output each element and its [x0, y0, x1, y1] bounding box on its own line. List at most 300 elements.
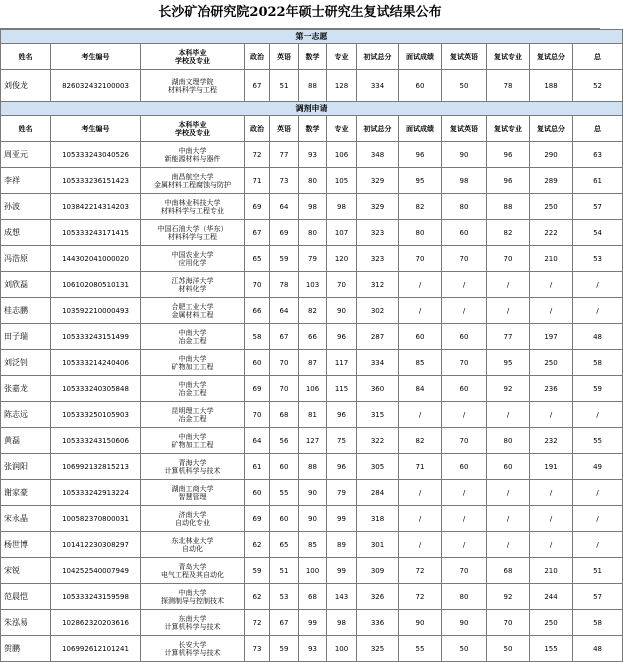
cell-school-major: 材料化学	[178, 284, 207, 293]
cell-fushi-zhuanye: 95	[487, 350, 530, 376]
table-row	[1, 272, 623, 298]
cell-zhengzhi: 69	[245, 506, 270, 532]
cell-chushi-zongfen: 309	[357, 558, 399, 584]
cell-zhengzhi: 71	[245, 168, 270, 194]
cell-yingyu: 51	[270, 558, 299, 584]
cell-school-name: 湖南文理学院	[171, 77, 214, 86]
cell-school	[141, 558, 245, 584]
cell-name: 刘泛钊	[1, 350, 51, 376]
cell-zhuanye: 98	[327, 610, 357, 636]
cell-mianshi: /	[399, 480, 442, 506]
cell-kaosheng-bianhao: 103592210000493	[51, 298, 141, 324]
cell-fushi-yingyu: 50	[442, 70, 487, 102]
cell-chushi-zongfen: 302	[357, 298, 399, 324]
cell-school-major: 计算机科学与技术	[164, 622, 221, 631]
cell-school-name: 中南大学	[178, 432, 207, 441]
header-school-line1: 本科毕业	[178, 120, 207, 129]
cell-chushi-zongfen: 326	[357, 584, 399, 610]
cell-zhengzhi: 59	[245, 558, 270, 584]
cell-fushi-yingyu: 80	[442, 584, 487, 610]
cell-zhuanye: 105	[327, 168, 357, 194]
cell-school-name: 青海大学	[178, 458, 207, 467]
cell-school-name: 中南大学	[178, 588, 207, 597]
cell-school-major: 材料科学与工程	[168, 85, 217, 94]
cell-zhuanye: 99	[327, 506, 357, 532]
cell-school-major: 冶金工程	[178, 336, 207, 345]
table-row	[1, 350, 623, 376]
cell-school	[141, 350, 245, 376]
cell-shuxue: 81	[299, 402, 327, 428]
cell-school	[141, 428, 245, 454]
cell-shuxue: 106	[299, 376, 327, 402]
cell-zhuanye: 79	[327, 480, 357, 506]
cell-yingyu: 55	[270, 480, 299, 506]
cell-mianshi: 95	[399, 168, 442, 194]
cell-school-major: 新能源材料与器件	[164, 154, 221, 163]
header-zong: 总	[573, 44, 623, 70]
cell-school	[141, 636, 245, 662]
cell-fushi-yingyu: 60	[442, 454, 487, 480]
cell-fushi-zongfen: /	[530, 480, 573, 506]
cell-school-name: 长安大学	[178, 640, 207, 649]
cell-chushi-zongfen: 315	[357, 402, 399, 428]
cell-chushi-zongfen: 336	[357, 610, 399, 636]
cell-fushi-zhuanye: 60	[487, 454, 530, 480]
cell-shuxue: 100	[299, 558, 327, 584]
cell-zong: 63	[573, 142, 623, 168]
cell-fushi-zongfen: 289	[530, 168, 573, 194]
cell-shuxue: 93	[299, 636, 327, 662]
cell-mianshi: 72	[399, 558, 442, 584]
cell-shuxue: 82	[299, 298, 327, 324]
cell-chushi-zongfen: 318	[357, 506, 399, 532]
cell-shuxue: 80	[299, 220, 327, 246]
cell-school	[141, 376, 245, 402]
cell-fushi-yingyu: 70	[442, 428, 487, 454]
cell-zhuanye: 115	[327, 376, 357, 402]
cell-fushi-yingyu: 90	[442, 142, 487, 168]
cell-chushi-zongfen: 312	[357, 272, 399, 298]
cell-fushi-yingyu: 60	[442, 376, 487, 402]
cell-yingyu: 64	[270, 298, 299, 324]
cell-name: 黄磊	[1, 428, 51, 454]
cell-chushi-zongfen: 305	[357, 454, 399, 480]
cell-fushi-zongfen: 197	[530, 324, 573, 350]
cell-yingyu: 67	[270, 324, 299, 350]
cell-fushi-zongfen: 222	[530, 220, 573, 246]
cell-school-major: 探测制导与控制技术	[161, 596, 224, 605]
cell-school-major: 冶金工程	[178, 414, 207, 423]
cell-school-name: 中南大学	[178, 354, 207, 363]
cell-yingyu: 59	[270, 246, 299, 272]
cell-zong: 54	[573, 220, 623, 246]
cell-fushi-yingyu: /	[442, 532, 487, 558]
cell-school-name: 中国农业大学	[171, 250, 214, 259]
cell-kaosheng-bianhao: 102862320203616	[51, 610, 141, 636]
cell-chushi-zongfen: 325	[357, 636, 399, 662]
cell-fushi-zhuanye: /	[487, 480, 530, 506]
cell-fushi-yingyu: 60	[442, 220, 487, 246]
cell-zhengzhi: 69	[245, 194, 270, 220]
cell-kaosheng-bianhao: 105333250105903	[51, 402, 141, 428]
cell-shuxue: 80	[299, 168, 327, 194]
cell-mianshi: 90	[399, 610, 442, 636]
cell-zhengzhi: 62	[245, 584, 270, 610]
cell-zhengzhi: 58	[245, 324, 270, 350]
cell-zhengzhi: 61	[245, 454, 270, 480]
cell-kaosheng-bianhao: 104252540007949	[51, 558, 141, 584]
cell-shuxue: 93	[299, 142, 327, 168]
cell-shuxue: 103	[299, 272, 327, 298]
cell-name: 宋锐	[1, 558, 51, 584]
cell-kaosheng-bianhao: 105333240305848	[51, 376, 141, 402]
cell-zhengzhi: 67	[245, 70, 270, 102]
cell-mianshi: 60	[399, 324, 442, 350]
cell-zhengzhi: 64	[245, 428, 270, 454]
cell-zhengzhi: 69	[245, 376, 270, 402]
cell-fushi-yingyu: /	[442, 272, 487, 298]
cell-school-major: 电气工程及其自动化	[161, 570, 224, 579]
cell-fushi-yingyu: /	[442, 506, 487, 532]
section-adjustment	[1, 102, 623, 116]
cell-zhengzhi: 66	[245, 298, 270, 324]
cell-yingyu: 78	[270, 272, 299, 298]
cell-school-name: 中南大学	[178, 328, 207, 337]
cell-kaosheng-bianhao: 826032432100003	[51, 70, 141, 102]
cell-zong: /	[573, 298, 623, 324]
cell-school-name: 南昌航空大学	[171, 172, 214, 181]
cell-zong: 59	[573, 376, 623, 402]
cell-name: 成想	[1, 220, 51, 246]
cell-zhuanye: 75	[327, 428, 357, 454]
cell-school-major: 材料科学与工程专业	[161, 206, 224, 215]
cell-kaosheng-bianhao: 105333243040526	[51, 142, 141, 168]
cell-school-major: 应用化学	[178, 258, 207, 267]
cell-zhengzhi: 72	[245, 610, 270, 636]
cell-fushi-zongfen: 210	[530, 246, 573, 272]
cell-school-name: 东北林业大学	[171, 536, 214, 545]
header-name: 姓名	[1, 116, 51, 142]
cell-shuxue: 90	[299, 480, 327, 506]
header-fushi-zhuanye: 复试专业	[487, 116, 530, 142]
cell-yingyu: 53	[270, 584, 299, 610]
cell-zong: /	[573, 532, 623, 558]
cell-chushi-zongfen: 322	[357, 428, 399, 454]
cell-school-major: 智慧管理	[178, 492, 207, 501]
cell-school-name: 昆明理工大学	[171, 406, 214, 415]
cell-mianshi: 96	[399, 142, 442, 168]
cell-school-name: 江苏海洋大学	[171, 276, 214, 285]
cell-school	[141, 272, 245, 298]
cell-kaosheng-bianhao: 105333243159598	[51, 584, 141, 610]
cell-fushi-yingyu: 90	[442, 610, 487, 636]
cell-school-major: 计算机科学与技术	[164, 648, 221, 657]
cell-fushi-yingyu: 70	[442, 350, 487, 376]
header-zhengzhi: 政治	[245, 116, 270, 142]
table-row	[1, 220, 623, 246]
cell-mianshi: 72	[399, 584, 442, 610]
cell-school-major: 自动化	[182, 544, 203, 553]
header-row	[1, 116, 623, 142]
cell-school	[141, 194, 245, 220]
cell-fushi-zhuanye: 77	[487, 324, 530, 350]
cell-name: 桂志鹏	[1, 298, 51, 324]
cell-zhuanye: 117	[327, 350, 357, 376]
page-title: 长沙矿冶研究院2022年硕士研究生复试结果公布	[0, 0, 600, 29]
cell-shuxue: 98	[299, 194, 327, 220]
table-row	[1, 610, 623, 636]
cell-zhengzhi: 72	[245, 142, 270, 168]
cell-kaosheng-bianhao: 105333214240406	[51, 350, 141, 376]
cell-school-name: 湖南工商大学	[171, 484, 214, 493]
cell-mianshi: 85	[399, 350, 442, 376]
table-row	[1, 584, 623, 610]
cell-zhuanye: 128	[327, 70, 357, 102]
cell-zong: 53	[573, 246, 623, 272]
cell-kaosheng-bianhao: 105333243150606	[51, 428, 141, 454]
cell-fushi-yingyu: 50	[442, 636, 487, 662]
cell-fushi-yingyu: 70	[442, 246, 487, 272]
cell-kaosheng-bianhao: 103842214314203	[51, 194, 141, 220]
cell-zong: 55	[573, 428, 623, 454]
cell-yingyu: 65	[270, 532, 299, 558]
section-adjustment-label: 调剂申请	[1, 102, 623, 116]
cell-school	[141, 532, 245, 558]
cell-fushi-zhuanye: /	[487, 506, 530, 532]
cell-chushi-zongfen: 334	[357, 70, 399, 102]
cell-kaosheng-bianhao: 105333236151423	[51, 168, 141, 194]
cell-school-name: 中国石油大学（华东）	[157, 224, 228, 233]
cell-zhuanye: 120	[327, 246, 357, 272]
table-row	[1, 298, 623, 324]
results-table-body	[1, 30, 623, 662]
cell-mianshi: 82	[399, 194, 442, 220]
cell-fushi-zongfen: 188	[530, 70, 573, 102]
cell-shuxue: 88	[299, 454, 327, 480]
cell-mianshi: 55	[399, 636, 442, 662]
cell-mianshi: 70	[399, 246, 442, 272]
cell-yingyu: 67	[270, 610, 299, 636]
cell-shuxue: 127	[299, 428, 327, 454]
cell-school	[141, 298, 245, 324]
header-shuxue: 数学	[299, 44, 327, 70]
cell-fushi-zongfen: 250	[530, 610, 573, 636]
cell-kaosheng-bianhao: 105333243151499	[51, 324, 141, 350]
cell-chushi-zongfen: 348	[357, 142, 399, 168]
cell-school-major: 自动化专业	[175, 518, 210, 527]
cell-shuxue: 85	[299, 532, 327, 558]
header-school-line2: 学校及专业	[175, 56, 210, 65]
cell-fushi-zongfen: /	[530, 298, 573, 324]
cell-yingyu: 51	[270, 70, 299, 102]
table-row	[1, 376, 623, 402]
cell-yingyu: 73	[270, 168, 299, 194]
cell-mianshi: /	[399, 298, 442, 324]
cell-zhuanye: 107	[327, 220, 357, 246]
cell-mianshi: 82	[399, 428, 442, 454]
cell-fushi-yingyu: /	[442, 480, 487, 506]
cell-fushi-zhuanye: /	[487, 402, 530, 428]
cell-chushi-zongfen: 287	[357, 324, 399, 350]
cell-school-name: 中南林业科技大学	[164, 198, 221, 207]
cell-zong: /	[573, 480, 623, 506]
cell-zhengzhi: 60	[245, 350, 270, 376]
cell-mianshi: /	[399, 272, 442, 298]
table-row	[1, 506, 623, 532]
cell-zhengzhi: 70	[245, 402, 270, 428]
cell-fushi-yingyu: /	[442, 402, 487, 428]
cell-fushi-zongfen: /	[530, 532, 573, 558]
cell-school	[141, 506, 245, 532]
cell-mianshi: /	[399, 532, 442, 558]
header-school-line1: 本科毕业	[178, 48, 207, 57]
cell-zong: 49	[573, 454, 623, 480]
cell-name: 范晨恺	[1, 584, 51, 610]
cell-name: 谢家豪	[1, 480, 51, 506]
table-row	[1, 428, 623, 454]
cell-zhuanye: 98	[327, 194, 357, 220]
cell-fushi-zhuanye: 50	[487, 636, 530, 662]
cell-fushi-zhuanye: 82	[487, 220, 530, 246]
cell-school	[141, 584, 245, 610]
header-fushi-yingyu: 复试英语	[442, 44, 487, 70]
header-zong: 总	[573, 116, 623, 142]
cell-chushi-zongfen: 329	[357, 168, 399, 194]
header-yingyu: 英语	[270, 116, 299, 142]
cell-fushi-zongfen: /	[530, 272, 573, 298]
cell-zong: /	[573, 402, 623, 428]
cell-zong: 48	[573, 324, 623, 350]
cell-zhengzhi: 62	[245, 532, 270, 558]
cell-zhuanye: 143	[327, 584, 357, 610]
cell-school-name: 东南大学	[178, 614, 207, 623]
header-mianshi: 面试成绩	[399, 116, 442, 142]
cell-chushi-zongfen: 323	[357, 246, 399, 272]
cell-zong: 61	[573, 168, 623, 194]
table-row	[1, 402, 623, 428]
cell-fushi-zhuanye: 96	[487, 142, 530, 168]
header-fushi-yingyu: 复试英语	[442, 116, 487, 142]
header-yingyu: 英语	[270, 44, 299, 70]
header-chushi-zongfen: 初试总分	[357, 44, 399, 70]
cell-fushi-zhuanye: 92	[487, 376, 530, 402]
cell-school-major: 矿物加工工程	[171, 362, 214, 371]
header-zhuanye: 专业	[327, 44, 357, 70]
cell-name: 陈志远	[1, 402, 51, 428]
cell-zhuanye: 96	[327, 324, 357, 350]
header-fushi-zongfen: 复试总分	[530, 44, 573, 70]
cell-fushi-zhuanye: 92	[487, 584, 530, 610]
cell-fushi-zongfen: 236	[530, 376, 573, 402]
cell-kaosheng-bianhao: 105333243171415	[51, 220, 141, 246]
cell-fushi-yingyu: 70	[442, 558, 487, 584]
cell-yingyu: 70	[270, 376, 299, 402]
cell-name: 田子瑞	[1, 324, 51, 350]
cell-name: 杨世博	[1, 532, 51, 558]
header-kaosheng-bianhao: 考生编号	[51, 44, 141, 70]
cell-name: 朱泓易	[1, 610, 51, 636]
cell-fushi-zhuanye: /	[487, 298, 530, 324]
cell-mianshi: 80	[399, 220, 442, 246]
cell-zhuanye: 89	[327, 532, 357, 558]
header-school	[141, 116, 245, 142]
table-row	[1, 636, 623, 662]
cell-chushi-zongfen: 329	[357, 194, 399, 220]
cell-shuxue: 99	[299, 610, 327, 636]
cell-mianshi: /	[399, 506, 442, 532]
cell-mianshi: 71	[399, 454, 442, 480]
cell-fushi-zhuanye: 80	[487, 428, 530, 454]
cell-yingyu: 64	[270, 194, 299, 220]
header-fushi-zhuanye: 复试专业	[487, 44, 530, 70]
cell-fushi-zongfen: 210	[530, 558, 573, 584]
cell-name: 刘欣磊	[1, 272, 51, 298]
cell-fushi-zhuanye: 78	[487, 70, 530, 102]
cell-school-major: 金属材料工程腐蚀与防护	[154, 180, 231, 189]
header-row	[1, 44, 623, 70]
cell-school	[141, 610, 245, 636]
cell-name: 宋永晶	[1, 506, 51, 532]
cell-zhengzhi: 73	[245, 636, 270, 662]
cell-school	[141, 324, 245, 350]
table-row	[1, 532, 623, 558]
cell-yingyu: 60	[270, 454, 299, 480]
cell-yingyu: 59	[270, 636, 299, 662]
cell-fushi-zhuanye: /	[487, 272, 530, 298]
table-row	[1, 194, 623, 220]
header-kaosheng-bianhao: 考生编号	[51, 116, 141, 142]
cell-zhuanye: 70	[327, 272, 357, 298]
cell-fushi-yingyu: 60	[442, 324, 487, 350]
cell-yingyu: 69	[270, 220, 299, 246]
cell-fushi-zhuanye: /	[487, 532, 530, 558]
cell-zong: 51	[573, 558, 623, 584]
cell-zong: 58	[573, 350, 623, 376]
cell-fushi-zhuanye: 68	[487, 558, 530, 584]
cell-zong: 57	[573, 584, 623, 610]
cell-zong: 57	[573, 194, 623, 220]
header-shuxue: 数学	[299, 116, 327, 142]
cell-zong: /	[573, 506, 623, 532]
cell-mianshi: 60	[399, 70, 442, 102]
cell-fushi-zongfen: 250	[530, 194, 573, 220]
cell-fushi-zongfen: 155	[530, 636, 573, 662]
cell-fushi-yingyu: /	[442, 298, 487, 324]
cell-school-major: 金属材料工程	[171, 310, 214, 319]
cell-fushi-zongfen: 250	[530, 350, 573, 376]
cell-school	[141, 142, 245, 168]
cell-school-name: 青岛大学	[178, 562, 207, 571]
header-chushi-zongfen: 初试总分	[357, 116, 399, 142]
cell-fushi-zhuanye: 70	[487, 610, 530, 636]
cell-chushi-zongfen: 284	[357, 480, 399, 506]
cell-chushi-zongfen: 360	[357, 376, 399, 402]
cell-zhengzhi: 60	[245, 480, 270, 506]
cell-fushi-zhuanye: 88	[487, 194, 530, 220]
cell-school-name: 济南大学	[178, 510, 207, 519]
cell-zong: 58	[573, 610, 623, 636]
cell-zhuanye: 100	[327, 636, 357, 662]
results-table	[0, 29, 623, 662]
cell-shuxue: 79	[299, 246, 327, 272]
cell-school-major: 计算机科学与技术	[164, 466, 221, 475]
cell-school	[141, 70, 245, 102]
cell-name: 冯浩原	[1, 246, 51, 272]
cell-kaosheng-bianhao: 106102080510131	[51, 272, 141, 298]
table-row	[1, 558, 623, 584]
cell-shuxue: 88	[299, 70, 327, 102]
cell-shuxue: 90	[299, 506, 327, 532]
